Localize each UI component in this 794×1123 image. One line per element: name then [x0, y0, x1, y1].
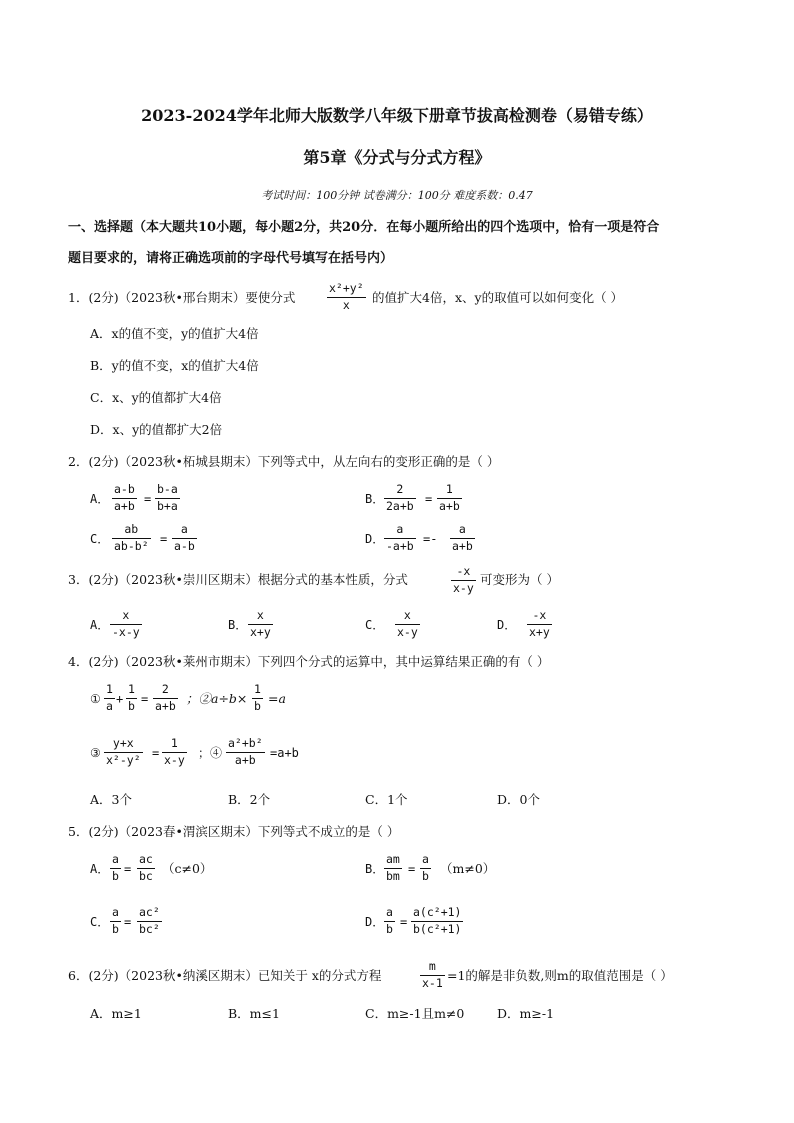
question-1-prefix: 1．(2分)（2023秋•邢台期末）要使分式 [68, 290, 296, 305]
question-3-option-b-fraction: $\frac{x}{x+y}$ [250, 608, 271, 639]
expression-2-fraction: $\frac{1}{b}$ [254, 682, 261, 713]
question-5-option-b-label[interactable]: B． [365, 862, 385, 876]
equals-negative-sign: =- [423, 532, 438, 546]
question-2-option-a-lhs: $\frac{a-b}{a+b}$ [114, 482, 135, 513]
question-1-fraction: $\frac{\text{x²+y²}}{x}$ [329, 281, 364, 312]
equals-sign: = [160, 532, 168, 546]
expression-1-result: $\frac{2}{a+b}$ [155, 682, 176, 713]
expression-4-label: ；④ [198, 746, 223, 760]
question-2-option-c-lhs: $\frac{ab}{\text{ab-b²}}$ [114, 522, 149, 553]
expression-4-result: =a+b [270, 746, 299, 760]
question-2-option-d-lhs: $\frac{a}{-a+b}$ [386, 522, 414, 553]
question-2-option-b-lhs: $\frac{2}{2a+b}$ [386, 482, 414, 513]
question-5-text: 5．(2分)（2023春•渭滨区期末）下列等式不成立的是（ ） [68, 824, 400, 839]
question-5-option-d-lhs: $\frac{a}{b}$ [386, 905, 393, 936]
expression-2-result: =a [268, 691, 286, 706]
question-2-option-b-label[interactable]: B． [365, 492, 385, 506]
question-1-option-d[interactable]: D．x、y的值都扩大2倍 [90, 422, 223, 437]
question-3-option-d-label[interactable]: D． [497, 618, 517, 632]
question-4-option-d[interactable]: D．0个 [497, 792, 540, 807]
equals-sign: = [408, 862, 416, 876]
question-6-option-b[interactable]: B．m≤1 [228, 1006, 280, 1021]
question-4-text: 4．(2分)（2023秋•莱州市期末）下列四个分式的运算中，其中运算结果正确的有（ ） [68, 654, 550, 669]
question-6-option-d[interactable]: D．m≥-1 [497, 1006, 555, 1021]
question-2-text: 2．(2分)（2023秋•柘城县期末）下列等式中，从左向右的变形正确的是（ ） [68, 454, 500, 469]
equals-sign: = [124, 862, 132, 876]
question-5-option-c-label[interactable]: C． [90, 915, 110, 929]
question-2-option-c-label[interactable]: C． [90, 532, 110, 546]
question-2-option-d-rhs: $\frac{a}{a+b}$ [452, 522, 473, 553]
question-6-prefix: 6．(2分)（2023秋•纳溪区期末）已知关于 x的分式方程 [68, 968, 382, 983]
question-2-option-d-label[interactable]: D． [365, 532, 385, 546]
question-3-prefix: 3．(2分)（2023秋•崇川区期末）根据分式的基本性质，分式 [68, 572, 408, 587]
question-6-fraction: $\frac{m}{x-1}$ [422, 959, 443, 990]
equals-sign: = [400, 915, 408, 929]
question-3-option-b-label[interactable]: B． [228, 618, 248, 632]
question-1-option-a[interactable]: A．x的值不变，y的值扩大4倍 [90, 326, 259, 341]
question-4-option-b[interactable]: B．2个 [228, 792, 271, 807]
expression-1-term-b: $\frac{1}{b}$ [128, 682, 135, 713]
question-5-option-a-label[interactable]: A． [90, 862, 110, 876]
chapter-title: 第5章《分式与分式方程》 [303, 148, 491, 167]
question-5-option-a-rhs: $\frac{ac}{bc}$ [139, 852, 153, 883]
question-1-suffix: 的值扩大4倍，x、y的取值可以如何变化（ ） [372, 290, 624, 305]
question-5-option-b-rhs: $\frac{a}{b}$ [422, 852, 429, 883]
question-3-suffix: 可变形为（ ） [480, 572, 559, 587]
question-5-option-a-condition: （c≠0） [162, 861, 213, 876]
question-4-option-a[interactable]: A．3个 [90, 792, 132, 807]
question-5-option-a-lhs: $\frac{a}{b}$ [112, 852, 119, 883]
equals-sign: = [144, 492, 152, 506]
expression-3-rhs: $\frac{1}{x-y}$ [164, 736, 185, 767]
question-1-option-b[interactable]: B．y的值不变，x的值扩大4倍 [90, 358, 259, 373]
page-title: 2023-2024学年北师大版数学八年级下册章节拔高检测卷（易错专练） [141, 106, 653, 125]
question-5-option-d-label[interactable]: D． [365, 915, 385, 929]
question-3-option-a-label[interactable]: A． [90, 618, 110, 632]
expression-4-fraction: $\frac{\text{a²+b²}}{a+b}$ [228, 736, 263, 767]
equals-sign: = [124, 915, 132, 929]
question-3-option-c-label[interactable]: C． [365, 618, 385, 632]
expression-3-label: ③ [90, 746, 101, 760]
question-3-fraction: $\frac{-x}{x-y}$ [453, 564, 474, 595]
question-5-option-b-lhs: $\frac{am}{bm}$ [386, 852, 400, 883]
question-3-option-d-fraction: $\frac{-x}{x+y}$ [529, 608, 550, 639]
question-5-option-d-rhs: $\frac{\text{a(c²+1)}}{\text{b(c²+1)}}$ [413, 905, 462, 936]
question-6-option-a[interactable]: A．m≥1 [90, 1006, 142, 1021]
question-2-option-b-rhs: $\frac{1}{a+b}$ [439, 482, 460, 513]
equals-sign: = [141, 692, 149, 706]
question-2-option-a-rhs: $\frac{b-a}{b+a}$ [157, 482, 178, 513]
question-6-suffix: =1的解是非负数,则m的取值范围是（ ） [447, 968, 673, 983]
question-4-option-c[interactable]: C．1个 [365, 792, 408, 807]
expression-1-label: ① [90, 692, 101, 706]
question-2-option-a-label[interactable]: A． [90, 492, 110, 506]
question-1-option-c[interactable]: C．x、y的值都扩大4倍 [90, 390, 222, 405]
question-3-option-c-fraction: $\frac{x}{x-y}$ [397, 608, 418, 639]
expression-2-text: ；②a÷b× [186, 691, 248, 706]
section-heading-line2: 题目要求的，请将正确选项前的字母代号填写在括号内） [68, 251, 394, 266]
expression-3-lhs: $\frac{y+x}{\text{x²-y²}}$ [106, 736, 141, 767]
equals-sign: = [425, 492, 433, 506]
question-5-option-b-condition: （m≠0） [440, 861, 496, 876]
exam-meta: 考试时间：100分钟 试卷满分：100分 难度系数：0.47 [261, 189, 533, 202]
plus-sign: + [116, 692, 124, 706]
question-6-option-c[interactable]: C．m≥-1且m≠0 [365, 1006, 465, 1021]
question-5-option-c-lhs: $\frac{a}{b}$ [112, 905, 119, 936]
question-2-option-c-rhs: $\frac{a}{a-b}$ [174, 522, 195, 553]
equals-sign: = [152, 746, 160, 760]
question-5-option-c-rhs: $\frac{\text{ac²}}{\text{bc²}}$ [139, 905, 160, 936]
expression-1-term-a: $\frac{1}{a}$ [106, 682, 113, 713]
question-3-option-a-fraction: $\frac{x}{-x-y}$ [112, 608, 140, 639]
section-heading-line1: 一、选择题（本大题共10小题，每小题2分，共20分．在每小题所给出的四个选项中，恰有一项是符合 [68, 220, 660, 235]
